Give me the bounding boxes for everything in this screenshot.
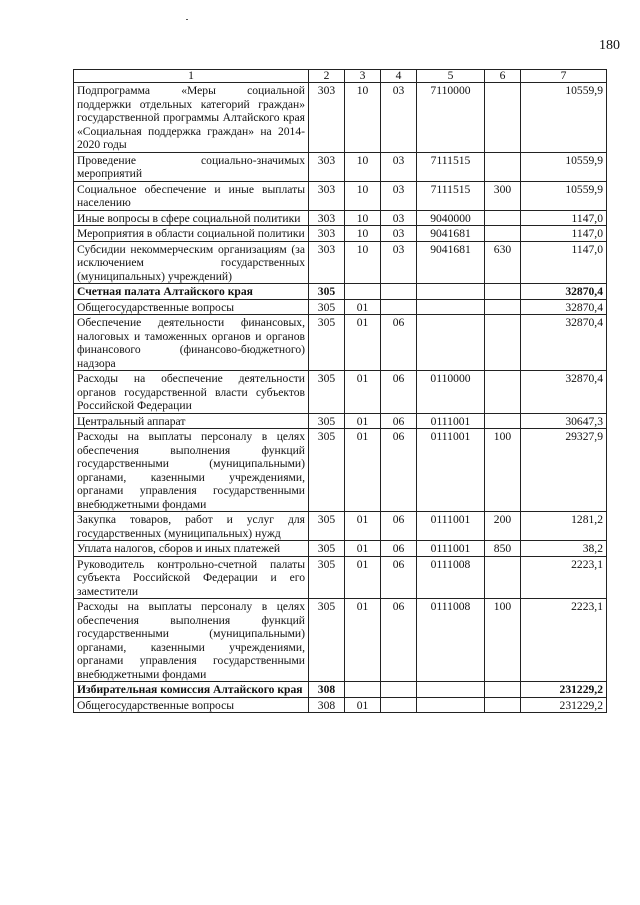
row-subsection-cell — [381, 697, 417, 713]
row-section-cell: 10 — [345, 83, 381, 153]
table-row — [74, 429, 607, 512]
row-expense-type-cell — [485, 371, 521, 414]
column-header: 2 — [309, 70, 345, 83]
row-admin-code-cell: 303 — [309, 152, 345, 181]
row-section-cell: 10 — [345, 181, 381, 210]
table-row — [74, 512, 607, 541]
row-section-cell: 10 — [345, 210, 381, 226]
row-amount-cell: 231229,2 — [521, 682, 607, 698]
page-number: 180 — [599, 38, 620, 53]
row-admin-code-cell: 305 — [309, 284, 345, 300]
table-row — [74, 181, 607, 210]
row-name-cell: Избирательная комиссия Алтайского края — [74, 682, 309, 698]
row-target-code-cell — [417, 697, 485, 713]
table-row — [74, 284, 607, 300]
row-name-cell: Расходы на обеспечение деятельности органов государственной власти субъектов Российской Федерации — [74, 371, 309, 414]
row-target-code-cell: 0111001 — [417, 541, 485, 557]
row-amount-cell: 29327,9 — [521, 429, 607, 512]
row-subsection-cell: 03 — [381, 152, 417, 181]
row-subsection-cell: 06 — [381, 413, 417, 429]
row-name-cell: Иные вопросы в сфере социальной политики — [74, 210, 309, 226]
row-admin-code-cell: 308 — [309, 682, 345, 698]
row-amount-cell: 1281,2 — [521, 512, 607, 541]
row-name-cell: Общегосударственные вопросы — [74, 697, 309, 713]
row-admin-code-cell: 305 — [309, 299, 345, 315]
row-target-code-cell: 0111001 — [417, 512, 485, 541]
column-header: 1 — [74, 70, 309, 83]
row-name-cell: Расходы на выплаты персоналу в целях обеспечения выполнения функций государственными (муниципальными) органами, казенными учреждениями, органами управления государственными внебюджетными фондами — [74, 599, 309, 682]
row-section-cell: 01 — [345, 556, 381, 599]
row-expense-type-cell — [485, 83, 521, 153]
row-expense-type-cell: 850 — [485, 541, 521, 557]
row-admin-code-cell: 305 — [309, 541, 345, 557]
row-section-cell: 10 — [345, 152, 381, 181]
row-amount-cell: 32870,4 — [521, 371, 607, 414]
row-amount-cell: 231229,2 — [521, 697, 607, 713]
row-section-cell — [345, 682, 381, 698]
table-row — [74, 599, 607, 682]
row-subsection-cell: 06 — [381, 512, 417, 541]
row-name-cell: Расходы на выплаты персоналу в целях обеспечения выполнения функций государственными (муниципальными) органами, казенными учреждениями, органами управления государственными внебюджетными фондами — [74, 429, 309, 512]
column-header: 7 — [521, 70, 607, 83]
row-subsection-cell: 03 — [381, 83, 417, 153]
row-name-cell: Счетная палата Алтайского края — [74, 284, 309, 300]
row-expense-type-cell: 630 — [485, 241, 521, 284]
row-expense-type-cell: 100 — [485, 599, 521, 682]
row-name-cell: Подпрограмма «Меры социальной поддержки отдельных категорий граждан» государственной программы Алтайского края «Социальная поддержка граждан» на 2014-2020 годы — [74, 83, 309, 153]
row-section-cell: 01 — [345, 599, 381, 682]
table-row — [74, 241, 607, 284]
row-amount-cell: 10559,9 — [521, 181, 607, 210]
table-row — [74, 315, 607, 371]
row-amount-cell: 10559,9 — [521, 83, 607, 153]
row-subsection-cell: 03 — [381, 181, 417, 210]
row-amount-cell: 32870,4 — [521, 284, 607, 300]
row-name-cell: Закупка товаров, работ и услуг для государственных (муниципальных) нужд — [74, 512, 309, 541]
row-admin-code-cell: 308 — [309, 697, 345, 713]
row-section-cell — [345, 284, 381, 300]
row-admin-code-cell: 303 — [309, 83, 345, 153]
row-expense-type-cell: 100 — [485, 429, 521, 512]
row-name-cell: Центральный аппарат — [74, 413, 309, 429]
table-row — [74, 210, 607, 226]
column-header: 3 — [345, 70, 381, 83]
row-name-cell: Мероприятия в области социальной политики — [74, 226, 309, 242]
column-header: 5 — [417, 70, 485, 83]
row-subsection-cell: 03 — [381, 226, 417, 242]
row-section-cell: 01 — [345, 429, 381, 512]
row-admin-code-cell: 303 — [309, 181, 345, 210]
row-target-code-cell — [417, 315, 485, 371]
header-row — [74, 70, 607, 83]
table-row — [74, 226, 607, 242]
row-admin-code-cell: 305 — [309, 413, 345, 429]
row-expense-type-cell: 300 — [485, 181, 521, 210]
table-row — [74, 413, 607, 429]
row-subsection-cell: 06 — [381, 371, 417, 414]
row-name-cell: Уплата налогов, сборов и иных платежей — [74, 541, 309, 557]
row-target-code-cell: 0110000 — [417, 371, 485, 414]
row-name-cell: Социальное обеспечение и иные выплаты населению — [74, 181, 309, 210]
row-section-cell: 01 — [345, 299, 381, 315]
row-section-cell: 10 — [345, 226, 381, 242]
row-subsection-cell: 06 — [381, 556, 417, 599]
row-expense-type-cell — [485, 284, 521, 300]
row-expense-type-cell — [485, 210, 521, 226]
row-admin-code-cell: 303 — [309, 226, 345, 242]
row-admin-code-cell: 305 — [309, 371, 345, 414]
row-admin-code-cell: 303 — [309, 241, 345, 284]
row-target-code-cell: 0111001 — [417, 413, 485, 429]
row-target-code-cell: 9041681 — [417, 226, 485, 242]
row-section-cell: 10 — [345, 241, 381, 284]
row-admin-code-cell: 305 — [309, 556, 345, 599]
row-subsection-cell: 06 — [381, 541, 417, 557]
table-row — [74, 299, 607, 315]
row-section-cell: 01 — [345, 371, 381, 414]
row-target-code-cell: 0111008 — [417, 599, 485, 682]
budget-table — [73, 69, 607, 713]
row-target-code-cell: 9040000 — [417, 210, 485, 226]
row-amount-cell: 10559,9 — [521, 152, 607, 181]
row-section-cell: 01 — [345, 512, 381, 541]
row-amount-cell: 1147,0 — [521, 226, 607, 242]
row-subsection-cell: 03 — [381, 210, 417, 226]
row-amount-cell: 30647,3 — [521, 413, 607, 429]
row-section-cell: 01 — [345, 315, 381, 371]
row-subsection-cell: 03 — [381, 241, 417, 284]
row-expense-type-cell — [485, 682, 521, 698]
row-target-code-cell: 0111001 — [417, 429, 485, 512]
row-expense-type-cell — [485, 315, 521, 371]
row-subsection-cell — [381, 284, 417, 300]
table-row — [74, 697, 607, 713]
table-row — [74, 83, 607, 153]
row-amount-cell: 32870,4 — [521, 315, 607, 371]
row-target-code-cell: 7110000 — [417, 83, 485, 153]
row-subsection-cell: 06 — [381, 599, 417, 682]
row-subsection-cell: 06 — [381, 429, 417, 512]
row-expense-type-cell: 200 — [485, 512, 521, 541]
row-expense-type-cell — [485, 226, 521, 242]
row-section-cell: 01 — [345, 413, 381, 429]
row-admin-code-cell: 305 — [309, 315, 345, 371]
row-amount-cell: 2223,1 — [521, 599, 607, 682]
row-target-code-cell — [417, 682, 485, 698]
row-amount-cell: 38,2 — [521, 541, 607, 557]
row-subsection-cell: 06 — [381, 315, 417, 371]
row-expense-type-cell — [485, 413, 521, 429]
row-name-cell: Субсидии некоммерческим организациям (за исключением государственных (муниципальных) учреждений) — [74, 241, 309, 284]
row-admin-code-cell: 305 — [309, 512, 345, 541]
row-target-code-cell: 9041681 — [417, 241, 485, 284]
table-row — [74, 556, 607, 599]
row-admin-code-cell: 305 — [309, 429, 345, 512]
row-target-code-cell: 7111515 — [417, 152, 485, 181]
row-name-cell: Обеспечение деятельности финансовых, налоговых и таможенных органов и органов финансового (финансово-бюджетного) надзора — [74, 315, 309, 371]
row-amount-cell: 2223,1 — [521, 556, 607, 599]
row-target-code-cell — [417, 299, 485, 315]
column-header: 6 — [485, 70, 521, 83]
row-admin-code-cell: 303 — [309, 210, 345, 226]
row-name-cell: Руководитель контрольно-счетной палаты субъекта Российской Федерации и его заместители — [74, 556, 309, 599]
row-section-cell: 01 — [345, 541, 381, 557]
row-name-cell: Общегосударственные вопросы — [74, 299, 309, 315]
table-row — [74, 371, 607, 414]
row-amount-cell: 32870,4 — [521, 299, 607, 315]
row-section-cell: 01 — [345, 697, 381, 713]
row-target-code-cell — [417, 284, 485, 300]
table-row — [74, 541, 607, 557]
row-target-code-cell: 0111008 — [417, 556, 485, 599]
row-expense-type-cell — [485, 152, 521, 181]
row-expense-type-cell — [485, 556, 521, 599]
row-amount-cell: 1147,0 — [521, 210, 607, 226]
table-row — [74, 682, 607, 698]
row-subsection-cell — [381, 682, 417, 698]
row-expense-type-cell — [485, 697, 521, 713]
column-header: 4 — [381, 70, 417, 83]
row-admin-code-cell: 305 — [309, 599, 345, 682]
row-subsection-cell — [381, 299, 417, 315]
row-expense-type-cell — [485, 299, 521, 315]
row-target-code-cell: 7111515 — [417, 181, 485, 210]
table-row — [74, 152, 607, 181]
row-name-cell: Проведение социально-значимых мероприятий — [74, 152, 309, 181]
row-amount-cell: 1147,0 — [521, 241, 607, 284]
scan-speck — [186, 19, 188, 20]
